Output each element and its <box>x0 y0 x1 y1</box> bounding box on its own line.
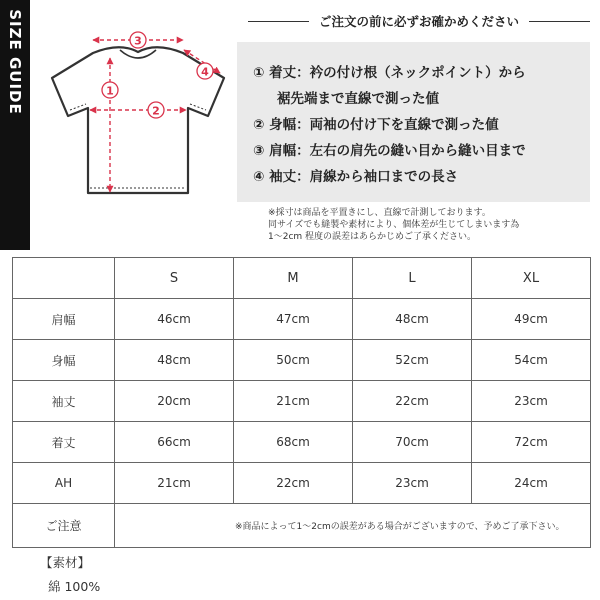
row-label-shoulder: 肩幅 <box>13 299 115 340</box>
table-cell: 22cm <box>353 381 472 422</box>
table-cell: 72cm <box>472 422 591 463</box>
material-label: 【素材】 <box>40 555 91 570</box>
caution-text: ※商品によって1～2cmの誤差がある場合がございますので、予めご了承下さい。 <box>115 504 591 548</box>
caution-label: ご注意 <box>13 504 115 548</box>
measurement-fine-print <box>268 207 593 243</box>
size-header-row <box>13 258 591 299</box>
size-header-m: M <box>234 258 353 299</box>
notice-line-sleeve: ④ 袖丈：肩線から袖口までの長さ <box>253 169 459 185</box>
table-row <box>13 340 591 381</box>
svg-text:3: 3 <box>134 34 142 48</box>
caution-row <box>13 504 591 548</box>
notice-heading <box>248 10 590 32</box>
svg-text:4: 4 <box>201 65 209 79</box>
table-cell: 50cm <box>234 340 353 381</box>
size-header-s: S <box>115 258 234 299</box>
fine-print-line: ※採寸は商品を平置きにし、直線で計測しております。 <box>268 208 491 218</box>
row-label-length: 着丈 <box>13 422 115 463</box>
table-cell: 68cm <box>234 422 353 463</box>
table-cell: 21cm <box>115 463 234 504</box>
table-cell: 21cm <box>234 381 353 422</box>
notice-title: ご注文の前に必ずお確かめください <box>319 14 520 29</box>
notice-line-length: ① 着丈：衿の付け根（ネックポイント）から <box>253 65 526 81</box>
size-guide-label: SIZE GUIDE <box>6 9 24 115</box>
table-cell: 48cm <box>353 299 472 340</box>
table-row <box>13 463 591 504</box>
marker-4 <box>197 63 213 79</box>
table-cell: 54cm <box>472 340 591 381</box>
notice-line-shoulder: ③ 肩幅：左右の肩先の縫い目から縫い目まで <box>253 143 526 159</box>
table-row <box>13 299 591 340</box>
notice-line-width: ② 身幅：両袖の付け下を直線で測った値 <box>253 117 499 133</box>
size-header-l: L <box>353 258 472 299</box>
size-table <box>12 257 591 548</box>
fine-print-line: 同サイズでも縫製や素材により、個体差が生じてしまいます為 <box>268 220 520 230</box>
table-row <box>13 422 591 463</box>
row-label-ah: AH <box>13 463 115 504</box>
measurement-notice-box <box>237 42 590 202</box>
table-cell: 23cm <box>472 381 591 422</box>
table-cell: 47cm <box>234 299 353 340</box>
marker-2 <box>148 102 164 118</box>
size-header-xl: XL <box>472 258 591 299</box>
heading-rule-right <box>529 21 590 22</box>
material-value: 綿 100% <box>48 579 101 594</box>
marker-3 <box>130 32 146 48</box>
table-cell: 22cm <box>234 463 353 504</box>
row-label-sleeve: 袖丈 <box>13 381 115 422</box>
tshirt-diagram <box>38 18 238 208</box>
table-cell: 49cm <box>472 299 591 340</box>
svg-text:2: 2 <box>152 104 160 118</box>
table-row <box>13 381 591 422</box>
notice-line-length-cont: 裾先端まで直線で測った値 <box>277 91 439 107</box>
heading-rule-left <box>248 21 309 22</box>
table-cell: 20cm <box>115 381 234 422</box>
marker-1 <box>102 82 118 98</box>
table-cell: 70cm <box>353 422 472 463</box>
table-cell: 48cm <box>115 340 234 381</box>
table-cell: 24cm <box>472 463 591 504</box>
table-cell: 23cm <box>353 463 472 504</box>
table-cell: 46cm <box>115 299 234 340</box>
row-label-width: 身幅 <box>13 340 115 381</box>
size-guide-band <box>0 0 30 250</box>
fine-print-line: 1～2cm 程度の誤差はあらかじめご了承ください。 <box>268 232 477 242</box>
table-cell: 66cm <box>115 422 234 463</box>
header-corner-cell <box>13 258 115 299</box>
svg-text:1: 1 <box>106 84 114 98</box>
table-cell: 52cm <box>353 340 472 381</box>
